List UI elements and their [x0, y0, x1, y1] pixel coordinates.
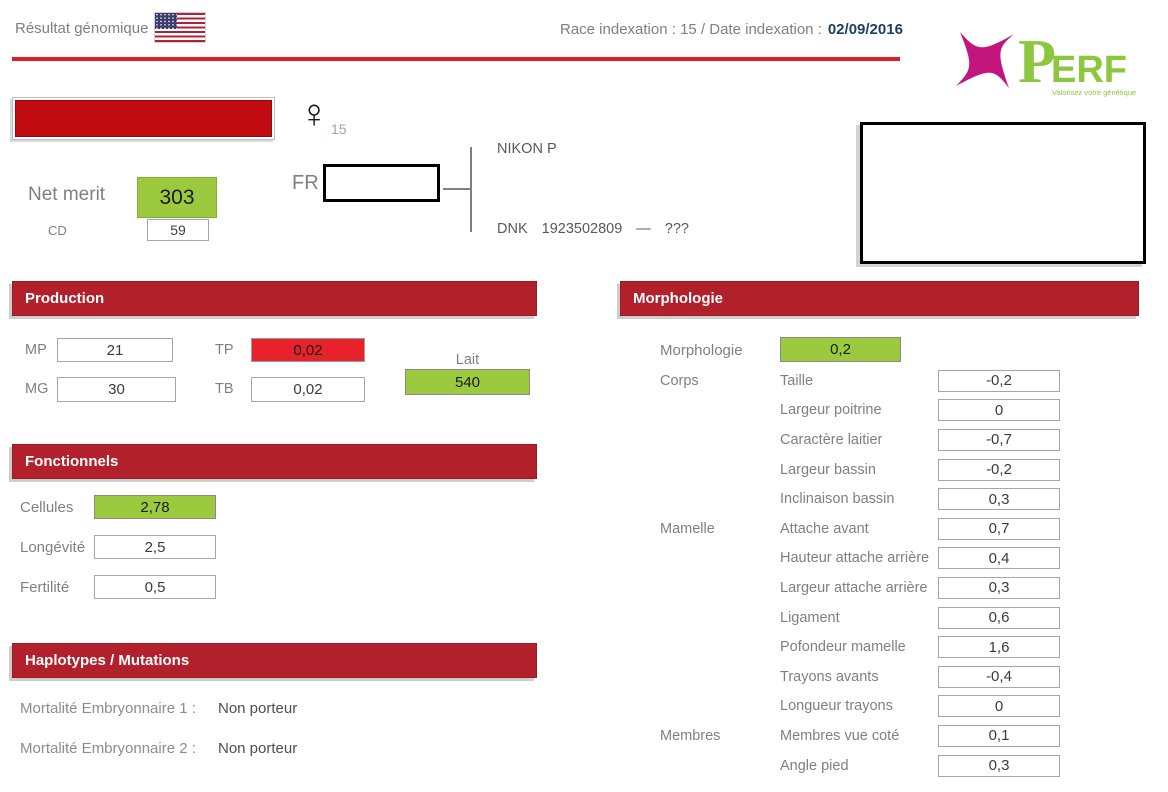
- pedigree-bracket-line: [470, 147, 472, 232]
- photo-placeholder-box: [860, 122, 1146, 264]
- section-header-production: Production: [12, 281, 537, 316]
- table-row: [660, 396, 1070, 426]
- longevite-label: Longévité: [20, 539, 86, 556]
- xperf-logo-graphic: [948, 20, 1148, 108]
- trait-label: Angle pied: [780, 757, 849, 774]
- trait-value: 0,6: [938, 607, 1060, 629]
- section-header-haplotypes: Haplotypes / Mutations: [12, 643, 537, 678]
- trait-value: 1,6: [938, 636, 1060, 658]
- page-title: Résultat génomique: [15, 20, 149, 37]
- trait-value: 0: [938, 399, 1060, 421]
- trait-label: Largeur attache arrière: [780, 579, 928, 596]
- trait-value: -0,7: [938, 429, 1060, 451]
- indexation-date: 02/09/2016: [827, 21, 903, 38]
- group-label: Membres: [660, 727, 721, 744]
- table-row: [660, 721, 1070, 751]
- pedigree-connector-line: [443, 188, 470, 190]
- logo-letters-erf: ERF: [1051, 49, 1127, 91]
- table-row: [660, 692, 1070, 722]
- trait-label: Largeur poitrine: [780, 402, 882, 419]
- table-row: [660, 573, 1070, 603]
- tp-label: TP: [215, 342, 234, 358]
- trait-value: 0,3: [938, 577, 1060, 599]
- table-row: [660, 662, 1070, 692]
- table-row: [660, 455, 1070, 485]
- cd-label: CD: [48, 223, 67, 238]
- lait-label: Lait: [455, 352, 480, 368]
- fertilite-label: Fertilité: [20, 579, 70, 596]
- trait-label: Hauteur attache arrière: [780, 550, 930, 567]
- indexation-label: Race indexation : 15 / Date indexation :: [560, 21, 822, 38]
- country-code-label: FR: [292, 172, 319, 194]
- section-header-morphologie: Morphologie: [620, 281, 1139, 316]
- trait-value: -0,2: [938, 459, 1060, 481]
- logo-x-icon: [956, 32, 1014, 88]
- lait-value: 540: [405, 369, 530, 395]
- trait-label: Ligament: [780, 609, 840, 626]
- tp-value: 0,02: [251, 338, 365, 362]
- trait-label: Longueur trayons: [780, 698, 893, 715]
- dam-sire-unknown: ???: [664, 221, 689, 237]
- header-divider: [12, 57, 900, 61]
- trait-value: 0,3: [938, 755, 1060, 777]
- trait-label: Pofondeur mamelle: [780, 639, 906, 656]
- mg-value: 30: [57, 377, 176, 402]
- mortalite-2-label: Mortalité Embryonnaire 2 :: [20, 740, 196, 757]
- dam-dash: —: [636, 221, 651, 237]
- trait-label: Largeur bassin: [780, 461, 876, 478]
- trait-label: Membres vue coté: [780, 727, 900, 744]
- group-label: Corps: [660, 372, 699, 389]
- table-row: [660, 544, 1070, 574]
- logo-letter-p: P: [1018, 28, 1056, 96]
- animal-name-box: [12, 97, 275, 140]
- section-header-fonctionnels: Fonctionnels: [12, 444, 537, 479]
- trait-value: 0,3: [938, 488, 1060, 510]
- morphologie-table: [660, 366, 1070, 780]
- female-icon: ♀: [299, 92, 329, 136]
- table-row: [660, 484, 1070, 514]
- mortalite-1-value: Non porteur: [218, 700, 298, 717]
- dam-id: 1923502809: [541, 221, 623, 237]
- mp-value: 21: [57, 338, 173, 362]
- trait-label: Inclinaison bassin: [780, 491, 895, 508]
- trait-value: 0,7: [938, 518, 1060, 540]
- trait-value: -0,4: [938, 666, 1060, 688]
- flag-canton: [155, 13, 177, 29]
- trait-label: Attache avant: [780, 520, 869, 537]
- sex-code: 15: [331, 121, 347, 137]
- fertilite-value: 0,5: [94, 575, 216, 599]
- trait-label: Caractère laitier: [780, 431, 883, 448]
- table-row: [660, 751, 1070, 781]
- animal-name-redaction: [15, 100, 272, 137]
- cd-value: 59: [147, 219, 209, 241]
- animal-id-box: [323, 164, 440, 202]
- group-label: Mamelle: [660, 520, 715, 537]
- mp-label: MP: [25, 342, 47, 358]
- cellules-value: 2,78: [94, 495, 216, 519]
- us-flag-icon: [155, 13, 205, 42]
- trait-value: -0,2: [938, 370, 1060, 392]
- tb-value: 0,02: [251, 377, 365, 402]
- cellules-label: Cellules: [20, 499, 74, 516]
- sire-name: NIKON P: [497, 141, 557, 157]
- trait-value: 0,4: [938, 547, 1060, 569]
- logo-tagline: Valorisez votre génétique: [1052, 88, 1137, 97]
- trait-value: 0,1: [938, 725, 1060, 747]
- table-row: [660, 514, 1070, 544]
- indexation-info: [560, 21, 903, 38]
- longevite-value: 2,5: [94, 535, 216, 559]
- morphologie-summary-label: Morphologie: [660, 342, 743, 359]
- mortalite-1-label: Mortalité Embryonnaire 1 :: [20, 700, 196, 717]
- mg-label: MG: [25, 381, 49, 397]
- dam-country: DNK: [497, 221, 528, 237]
- table-row: [660, 603, 1070, 633]
- table-row: [660, 366, 1070, 396]
- xperf-logo: [948, 20, 1148, 113]
- trait-label: Taille: [780, 372, 814, 389]
- dam-identity: [497, 221, 703, 237]
- trait-value: 0: [938, 695, 1060, 717]
- net-merit-value: 303: [137, 177, 217, 218]
- morphologie-summary-value: 0,2: [780, 337, 901, 362]
- mortalite-2-value: Non porteur: [218, 740, 298, 757]
- table-row: [660, 425, 1070, 455]
- net-merit-label: Net merit: [28, 184, 106, 205]
- trait-label: Trayons avants: [780, 668, 879, 685]
- tb-label: TB: [215, 381, 234, 397]
- table-row: [660, 632, 1070, 662]
